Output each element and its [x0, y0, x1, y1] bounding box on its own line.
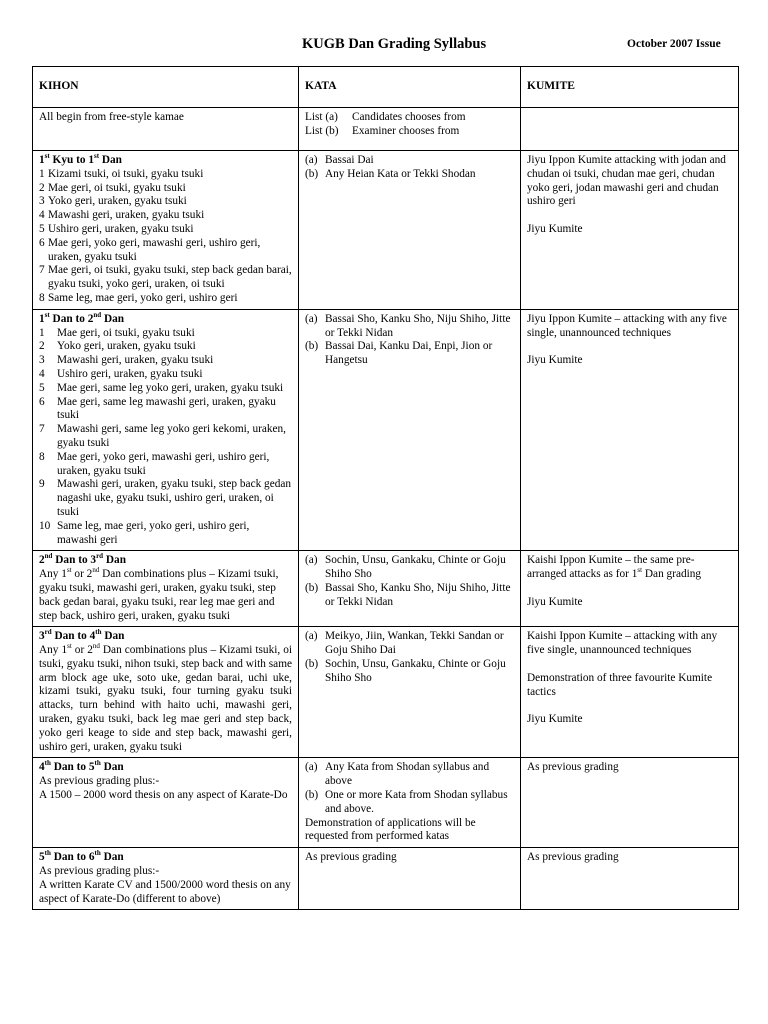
g2-kumite-cell — [521, 309, 739, 551]
kata-list — [305, 761, 514, 816]
g4-kihon-cell — [33, 627, 299, 758]
g3-kumite-cell — [521, 551, 739, 627]
list-item: (a) Meikyo, Jiin, Wankan, Tekki Sandan or Goju Shiho Dai — [305, 630, 504, 657]
g1-kumite-cell — [521, 151, 739, 310]
g5-kumite-cell — [521, 758, 739, 848]
g6-kihon-cell — [33, 848, 299, 910]
intro-kata-cell — [299, 108, 521, 151]
kata-list — [305, 313, 514, 368]
kumite-text: Kaishi Ippon Kumite – the same pre-arranged attacks as for 1st Dan grading — [527, 554, 702, 581]
g4-kata-cell — [299, 627, 521, 758]
kata-note: Demonstration of applications will be requested from performed katas — [305, 816, 476, 843]
list-item: (a) Bassai Sho, Kanku Sho, Niju Shiho, Jitte or Tekki Nidan — [305, 312, 511, 339]
list-item: (b) Any Heian Kata or Tekki Shodan — [305, 167, 476, 180]
list-item: 8 Same leg, mae geri, yoko geri, ushiro geri — [39, 291, 238, 304]
list-label: List (a) — [305, 111, 338, 123]
list-item: 7 Mae geri, oi tsuki, gyaku tsuki, step back gedan barai, gyaku tsuki, yoko geri, uraken, oi tsuki — [39, 264, 292, 291]
kihon-text: As previous grading plus:- — [39, 865, 160, 878]
list-item: (b) Bassai Dai, Kanku Dai, Enpi, Jion or Hangetsu — [305, 340, 493, 367]
kihon-list — [39, 168, 292, 306]
column-header-kumite: KUMITE — [521, 67, 739, 108]
list-item: (a) Any Kata from Shodan syllabus and above — [305, 761, 490, 788]
list-item: 4 Ushiro geri, uraken, gyaku tsuki — [39, 367, 203, 380]
kumite-text: Demonstration of three favourite Kumite tactics — [527, 671, 713, 698]
document-title: KUGB Dan Grading Syllabus — [302, 36, 487, 52]
kata-list — [305, 554, 514, 609]
list-item: 5 Ushiro geri, uraken, gyaku tsuki — [39, 222, 194, 235]
list-item: 5 Mae geri, same leg yoko geri, uraken, gyaku tsuki — [39, 381, 284, 394]
table-row — [33, 848, 739, 910]
column-header-kihon: KIHON — [33, 67, 299, 108]
header-row — [33, 67, 739, 108]
list-item: 3 Yoko geri, uraken, gyaku tsuki — [39, 195, 187, 208]
syllabus-table — [32, 66, 739, 910]
grade-heading: 4th Dan to 5th Dan — [39, 759, 124, 774]
list-text: Candidates chooses from — [352, 111, 466, 123]
kata-list — [305, 630, 514, 685]
g1-kihon-cell — [33, 151, 299, 310]
grade-heading: 2nd Dan to 3rd Dan — [39, 552, 126, 567]
intro-kumite-cell — [521, 108, 739, 151]
kumite-text: Jiyu Kumite — [527, 223, 583, 236]
kumite-text: As previous grading — [527, 851, 619, 864]
list-item: 2 Mae geri, oi tsuki, gyaku tsuki — [39, 181, 186, 194]
issue-date: October 2007 Issue — [627, 38, 721, 50]
kihon-text: A 1500 – 2000 word thesis on any aspect of Karate-Do — [39, 789, 288, 802]
grade-heading: 3rd Dan to 4th Dan — [39, 628, 125, 643]
grade-heading: 1st Dan to 2nd Dan — [39, 311, 125, 325]
list-item: 10 Same leg, mae geri, yoko geri, ushiro geri, mawashi geri — [39, 519, 250, 546]
list-item: 4 Mawashi geri, uraken, gyaku tsuki — [39, 209, 205, 222]
list-item — [305, 111, 514, 125]
intro-kihon-text: All begin from free-style kamae — [39, 111, 184, 123]
list-label: List (b) — [305, 124, 339, 137]
kihon-text: Any 1st or 2nd Dan combinations plus – Kizami tsuki, oi tsuki, gyaku tsuki, nihon tsuki, step back and with same arm block age uke, soto uke, gedan barai, uchi uke, kizami tsuki, gyaku tsuki, four turning gyaku tsuki attacks, turn behind with haito uchi, mawashi geri, uraken, gyaku tsuki, back leg mae geri and step back, yoko geri keage to side and step back, mawashi geri, ushiro geri, uraken, gyaku tsuki — [39, 642, 292, 753]
g1-kata-cell — [299, 151, 521, 310]
g6-kumite-cell — [521, 848, 739, 910]
list-item: (b) Sochin, Unsu, Gankaku, Chinte or Goju Shiho Sho — [305, 657, 506, 684]
table-row — [33, 309, 739, 551]
list-item: 2 Yoko geri, uraken, gyaku tsuki — [39, 340, 196, 353]
g2-kihon-cell — [33, 309, 299, 551]
g5-kata-cell — [299, 758, 521, 848]
table-row — [33, 108, 739, 151]
kata-text: As previous grading — [305, 851, 397, 864]
kihon-text: Any 1st or 2nd Dan combinations plus – Kizami tsuki, gyaku tsuki, mawashi geri, uraken, gyaku tsuki, step back gedan barai, gyaku tsuki, rear leg mae geri and step back, ushiro geri, uraken, gyaku tsuki — [39, 566, 279, 622]
list-item: 8 Mae geri, yoko geri, mawashi geri, ushiro geri, uraken, gyaku tsuki — [39, 450, 270, 477]
table-row — [33, 151, 739, 310]
page-header — [0, 36, 768, 56]
grade-heading: 5th Dan to 6th Dan — [39, 849, 124, 864]
g4-kumite-cell — [521, 627, 739, 758]
kumite-text: Jiyu Kumite — [527, 713, 583, 726]
table-row — [33, 627, 739, 758]
list-item — [305, 125, 514, 139]
g5-kihon-cell — [33, 758, 299, 848]
list-item: (b) Bassai Sho, Kanku Sho, Niju Shiho, Jitte or Tekki Nidan — [305, 581, 511, 608]
kumite-text: Kaishi Ippon Kumite – attacking with any five single, unannounced techniques — [527, 630, 718, 657]
g3-kihon-cell — [33, 551, 299, 627]
column-header-kata: KATA — [299, 67, 521, 108]
list-item: 7 Mawashi geri, same leg yoko geri kekomi, uraken, gyaku tsuki — [39, 423, 287, 449]
kumite-text: Jiyu Ippon Kumite – attacking with any five single, unannounced techniques — [527, 312, 727, 339]
list-item: 3 Mawashi geri, uraken, gyaku tsuki — [39, 354, 214, 367]
kihon-text: A written Karate CV and 1500/2000 word thesis on any aspect of Karate-Do (different to above) — [39, 878, 291, 905]
kata-list — [305, 154, 514, 182]
list-item: 9 Mawashi geri, uraken, gyaku tsuki, step back gedan nagashi uke, gyaku tsuki, ushiro geri, uraken, oi tsuki — [39, 478, 292, 518]
g2-kata-cell — [299, 309, 521, 551]
kihon-list — [39, 327, 292, 548]
list-item: (b) One or more Kata from Shodan syllabus and above. — [305, 789, 508, 815]
kumite-text: Jiyu Kumite — [527, 354, 583, 367]
list-item: (a) Sochin, Unsu, Gankaku, Chinte or Goju Shiho Sho — [305, 554, 506, 581]
g6-kata-cell — [299, 848, 521, 910]
table-row — [33, 758, 739, 848]
list-item: 1 Mae geri, oi tsuki, gyaku tsuki — [39, 326, 195, 339]
list-item: 1 Kizami tsuki, oi tsuki, gyaku tsuki — [39, 167, 204, 180]
list-item: 6 Mae geri, yoko geri, mawashi geri, ushiro geri, uraken, gyaku tsuki — [39, 236, 261, 263]
grade-heading: 1st Kyu to 1st Dan — [39, 152, 122, 166]
list-item: (a) Bassai Dai — [305, 154, 374, 166]
intro-kihon-cell — [33, 108, 299, 151]
table-row — [33, 551, 739, 627]
kihon-text: As previous grading plus:- — [39, 775, 160, 788]
list-text: Examiner chooses from — [352, 124, 460, 137]
g3-kata-cell — [299, 551, 521, 627]
kumite-text: As previous grading — [527, 761, 619, 774]
list-item: 6 Mae geri, same leg mawashi geri, uraken, gyaku tsuki — [39, 395, 276, 422]
kumite-text: Jiyu Ippon Kumite attacking with jodan and chudan oi tsuki, chudan mae geri, chudan yoko geri, jodan mawashi geri and chudan ushiro geri — [527, 154, 726, 208]
kumite-text: Jiyu Kumite — [527, 595, 583, 608]
